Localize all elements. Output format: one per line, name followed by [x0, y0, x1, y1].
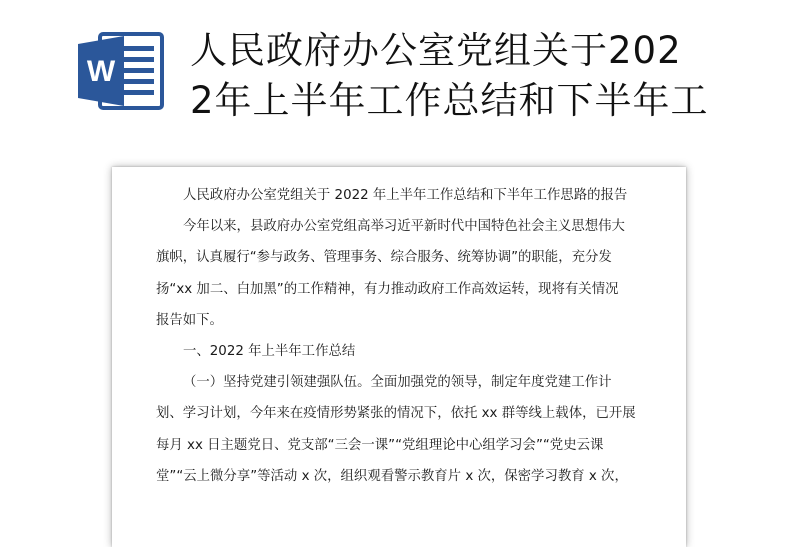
document-line: 旗帜，认真履行“参与政务、管理事务、综合服务、统筹协调”的职能，充分发	[156, 250, 612, 266]
document-line: 今年以来，县政府办公室党组高举习近平新时代中国特色社会主义思想伟大	[183, 219, 625, 235]
document-line: 报告如下。	[156, 312, 223, 328]
document-page	[112, 167, 686, 547]
word-document-icon	[76, 30, 164, 112]
document-body	[156, 180, 646, 492]
header-title-line-2: 2年上半年工作总结和下半年工	[190, 79, 709, 122]
document-line: 一、2022 年上半年工作总结	[183, 343, 356, 359]
document-line: 扬“xx 加二、白加黑”的工作精神，有力推动政府工作高效运转，现将有关情况	[156, 281, 619, 297]
document-line: （一）坚持党建引领建强队伍。全面加强党的领导，制定年度党建工作计	[183, 375, 612, 391]
document-line: 人民政府办公室党组关于 2022 年上半年工作总结和下半年工作思路的报告	[183, 188, 628, 203]
document-line: 划、学习计划，今年来在疫情形势紧张的情况下，依托 xx 群等线上载体，已开展	[156, 406, 636, 422]
header-title-line-1: 人民政府办公室党组关于202	[190, 29, 682, 72]
header-title	[190, 26, 750, 126]
word-icon-letter: W	[86, 55, 116, 88]
document-line: 每月 xx 日主题党日、党支部“三会一课”“党组理论中心组学习会”“党史云课	[156, 437, 604, 453]
document-line: 堂”“云上微分享”等活动 x 次，组织观看警示教育片 x 次，保密学习教育 x 次，	[156, 468, 628, 484]
